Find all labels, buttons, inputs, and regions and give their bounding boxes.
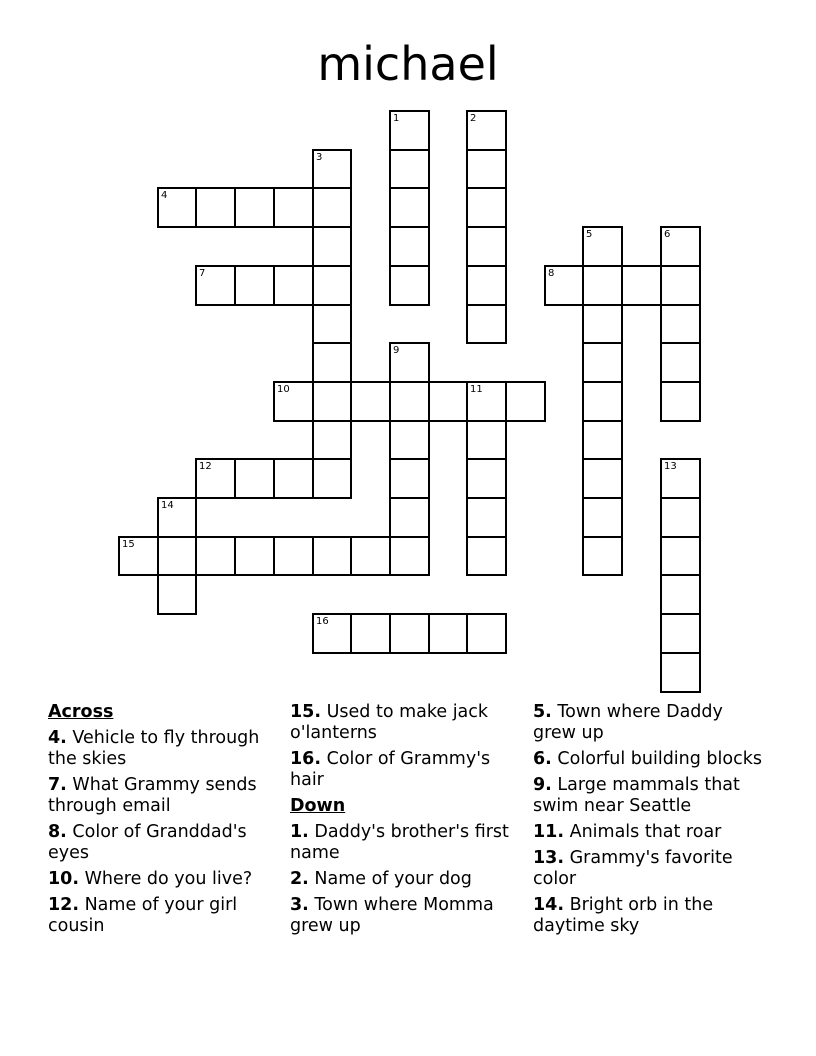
cell-number: 10 xyxy=(277,384,290,395)
grid-cell[interactable] xyxy=(466,226,507,267)
grid-cell[interactable] xyxy=(389,381,430,422)
grid-cell[interactable] xyxy=(350,536,391,576)
cell-number: 7 xyxy=(199,268,206,279)
cell-number: 12 xyxy=(199,461,212,472)
down-heading: Down xyxy=(290,796,346,816)
grid-cell[interactable] xyxy=(389,226,430,267)
grid-cell[interactable] xyxy=(234,187,275,228)
grid-cell[interactable] xyxy=(660,265,701,306)
grid-cell[interactable] xyxy=(466,381,507,422)
cell-number: 1 xyxy=(393,113,400,124)
clue-column-1 xyxy=(48,702,284,942)
grid-cell[interactable] xyxy=(350,381,391,422)
grid-cell[interactable] xyxy=(466,458,507,499)
grid-cell[interactable] xyxy=(389,149,430,189)
clue-across-10: 10. Where do you live? xyxy=(48,869,253,889)
grid-cell[interactable] xyxy=(466,265,507,306)
grid-cell[interactable] xyxy=(273,381,314,422)
grid-cell[interactable] xyxy=(312,304,352,344)
grid-cell[interactable] xyxy=(195,536,236,576)
grid-cell[interactable] xyxy=(660,574,701,615)
grid-cell[interactable] xyxy=(660,226,701,267)
grid-cell[interactable] xyxy=(582,265,623,306)
grid-cell[interactable] xyxy=(389,536,430,576)
grid-cell[interactable] xyxy=(312,342,352,383)
grid-cell[interactable] xyxy=(389,497,430,538)
grid-cell[interactable] xyxy=(389,420,430,460)
grid-cell[interactable] xyxy=(660,652,701,693)
clue-down-13: 13. Grammy's favorite color xyxy=(533,848,733,889)
cell-number: 8 xyxy=(548,268,555,279)
across-heading: Across xyxy=(48,702,114,722)
puzzle-title: michael xyxy=(317,37,499,91)
grid-cell[interactable] xyxy=(195,265,236,306)
grid-cell[interactable] xyxy=(157,536,197,576)
grid-cell[interactable] xyxy=(466,149,507,189)
clue-column-2 xyxy=(290,702,526,942)
clue-down-9: 9. Large mammals that swim near Seattle xyxy=(533,775,740,816)
cell-number: 2 xyxy=(470,113,477,124)
grid-cell[interactable] xyxy=(660,536,701,576)
clue-across-8: 8. Color of Granddad's eyes xyxy=(48,822,247,863)
grid-cell[interactable] xyxy=(466,497,507,538)
grid-cell[interactable] xyxy=(234,265,275,306)
grid-cell[interactable] xyxy=(273,187,314,228)
grid-cell[interactable] xyxy=(389,458,430,499)
grid-cell[interactable] xyxy=(273,536,314,576)
grid-cell[interactable] xyxy=(466,420,507,460)
grid-cell[interactable] xyxy=(312,187,352,228)
grid-cell[interactable] xyxy=(389,265,430,306)
grid-cell[interactable] xyxy=(312,458,352,499)
grid-cell[interactable] xyxy=(157,574,197,615)
grid-cell[interactable] xyxy=(582,342,623,383)
cell-number: 9 xyxy=(393,345,400,356)
grid-cell[interactable] xyxy=(660,497,701,538)
cell-number: 14 xyxy=(161,500,174,511)
grid-cell[interactable] xyxy=(660,304,701,344)
clue-down-11: 11. Animals that roar xyxy=(533,822,722,842)
grid-cell[interactable] xyxy=(312,420,352,460)
cell-number: 6 xyxy=(664,229,671,240)
clue-down-5: 5. Town where Daddy grew up xyxy=(533,702,723,743)
grid-cell[interactable] xyxy=(234,536,275,576)
clue-down-14: 14. Bright orb in the daytime sky xyxy=(533,895,714,936)
clue-down-3: 3. Town where Momma grew up xyxy=(290,895,494,936)
grid-cell[interactable] xyxy=(582,226,623,267)
grid-cell[interactable] xyxy=(660,342,701,383)
grid-cell[interactable] xyxy=(312,149,352,189)
grid-cell[interactable] xyxy=(582,381,623,422)
grid-cell[interactable] xyxy=(273,265,314,306)
grid-cell[interactable] xyxy=(621,265,662,306)
grid-cell[interactable] xyxy=(582,420,623,460)
grid-cell[interactable] xyxy=(312,536,352,576)
grid-cell[interactable] xyxy=(582,536,623,576)
clue-down-2: 2. Name of your dog xyxy=(290,869,472,889)
cell-number: 15 xyxy=(122,539,135,550)
grid-cell[interactable] xyxy=(582,304,623,344)
grid-cell[interactable] xyxy=(466,536,507,576)
grid-cell[interactable] xyxy=(466,187,507,228)
clue-across-12: 12. Name of your girl cousin xyxy=(48,895,238,936)
grid-cell[interactable] xyxy=(505,381,546,422)
cell-number: 5 xyxy=(586,229,593,240)
clue-down-1: 1. Daddy's brother's first name xyxy=(290,822,509,863)
grid-cell[interactable] xyxy=(660,613,701,654)
grid-cell[interactable] xyxy=(582,497,623,538)
clue-column-3 xyxy=(533,702,769,942)
grid-cell[interactable] xyxy=(466,304,507,344)
grid-cell[interactable] xyxy=(466,613,507,654)
grid-cell[interactable] xyxy=(312,381,352,422)
grid-cell[interactable] xyxy=(428,381,468,422)
grid-cell[interactable] xyxy=(273,458,314,499)
cell-number: 16 xyxy=(316,616,329,627)
grid-cell[interactable] xyxy=(544,265,584,306)
grid-cell[interactable] xyxy=(389,613,430,654)
grid-cell[interactable] xyxy=(118,536,159,576)
cell-number: 13 xyxy=(664,461,677,472)
clue-across-4: 4. Vehicle to fly through the skies xyxy=(48,728,260,769)
grid-cell[interactable] xyxy=(312,613,352,654)
grid-cell[interactable] xyxy=(350,613,391,654)
grid-cell[interactable] xyxy=(234,458,275,499)
clue-across-16: 16. Color of Grammy's hair xyxy=(290,749,491,790)
grid-cell[interactable] xyxy=(389,342,430,383)
grid-cell[interactable] xyxy=(389,110,430,151)
cell-number: 4 xyxy=(161,190,168,201)
grid-cell[interactable] xyxy=(660,458,701,499)
cell-number: 3 xyxy=(316,152,323,163)
grid-cell[interactable] xyxy=(660,381,701,422)
grid-cell[interactable] xyxy=(312,226,352,267)
grid-cell[interactable] xyxy=(582,458,623,499)
clue-across-7: 7. What Grammy sends through email xyxy=(48,775,257,816)
grid-cell[interactable] xyxy=(157,497,197,538)
grid-cell[interactable] xyxy=(195,187,236,228)
grid-cell[interactable] xyxy=(195,458,236,499)
clue-down-6: 6. Colorful building blocks xyxy=(533,749,762,769)
cell-number: 11 xyxy=(470,384,483,395)
grid-cell[interactable] xyxy=(157,187,197,228)
grid-cell[interactable] xyxy=(312,265,352,306)
grid-cell[interactable] xyxy=(428,613,468,654)
grid-cell[interactable] xyxy=(466,110,507,151)
grid-cell[interactable] xyxy=(389,187,430,228)
clue-across-15: 15. Used to make jack o'lanterns xyxy=(290,702,489,743)
